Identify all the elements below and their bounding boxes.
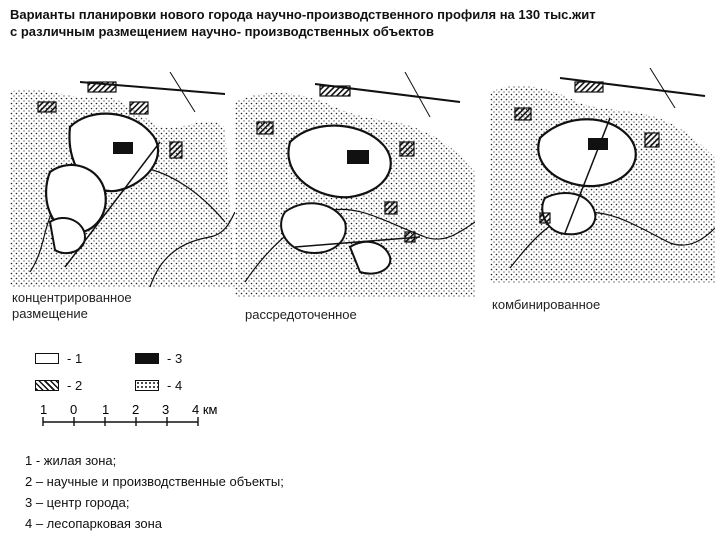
scale-tick-label: 2 bbox=[132, 402, 140, 417]
legend-item-1 bbox=[35, 351, 82, 366]
plan-caption-dispersed bbox=[245, 307, 357, 323]
legend-label-2: - 2 bbox=[67, 378, 83, 393]
science-objects-swatch bbox=[35, 380, 59, 391]
scale-tick-label: 1 bbox=[40, 402, 48, 417]
legend bbox=[35, 345, 255, 405]
scale-tick-label: 3 bbox=[162, 402, 170, 417]
slide-title bbox=[10, 6, 715, 40]
scale-tick-label: 1 bbox=[102, 402, 110, 417]
note-line: 3 – центр города; bbox=[25, 495, 130, 510]
note-line: 2 – научные и производственные объекты; bbox=[25, 474, 284, 489]
plan-combined bbox=[490, 68, 715, 283]
residential-zone-swatch bbox=[35, 353, 59, 364]
legend-label-4: - 4 bbox=[167, 378, 183, 393]
legend-item-4 bbox=[135, 378, 182, 393]
title-line-1: Варианты планировки нового города научно-производственного профиля на 130 тыс.жит bbox=[10, 7, 596, 22]
scale-bar bbox=[38, 402, 238, 432]
scale-end-label: 4 км bbox=[192, 402, 218, 417]
caption-line-2: размещение bbox=[12, 306, 88, 321]
legend-item-3 bbox=[135, 351, 182, 366]
forest-park-swatch bbox=[135, 380, 159, 391]
legend-label-1: - 1 bbox=[67, 351, 83, 366]
plan-caption-concentrated bbox=[12, 290, 132, 322]
plan-concentrated bbox=[10, 72, 235, 287]
city-center-swatch bbox=[135, 353, 159, 364]
legend-notes bbox=[25, 450, 284, 534]
caption-line-1: концентрированное bbox=[12, 290, 132, 305]
caption-line-1: рассредоточенное bbox=[245, 307, 357, 322]
legend-item-2 bbox=[35, 378, 82, 393]
scale-tick-label: 0 bbox=[70, 402, 78, 417]
note-line: 4 – лесопарковая зона bbox=[25, 516, 163, 531]
note-line: 1 - жилая зона; bbox=[25, 453, 117, 468]
title-line-2: с различным размещением научно- производственных объектов bbox=[10, 24, 434, 39]
caption-line-1: комбинированное bbox=[492, 297, 601, 312]
plan-dispersed bbox=[235, 72, 475, 297]
legend-label-3: - 3 bbox=[167, 351, 183, 366]
plan-caption-combined bbox=[492, 297, 600, 313]
